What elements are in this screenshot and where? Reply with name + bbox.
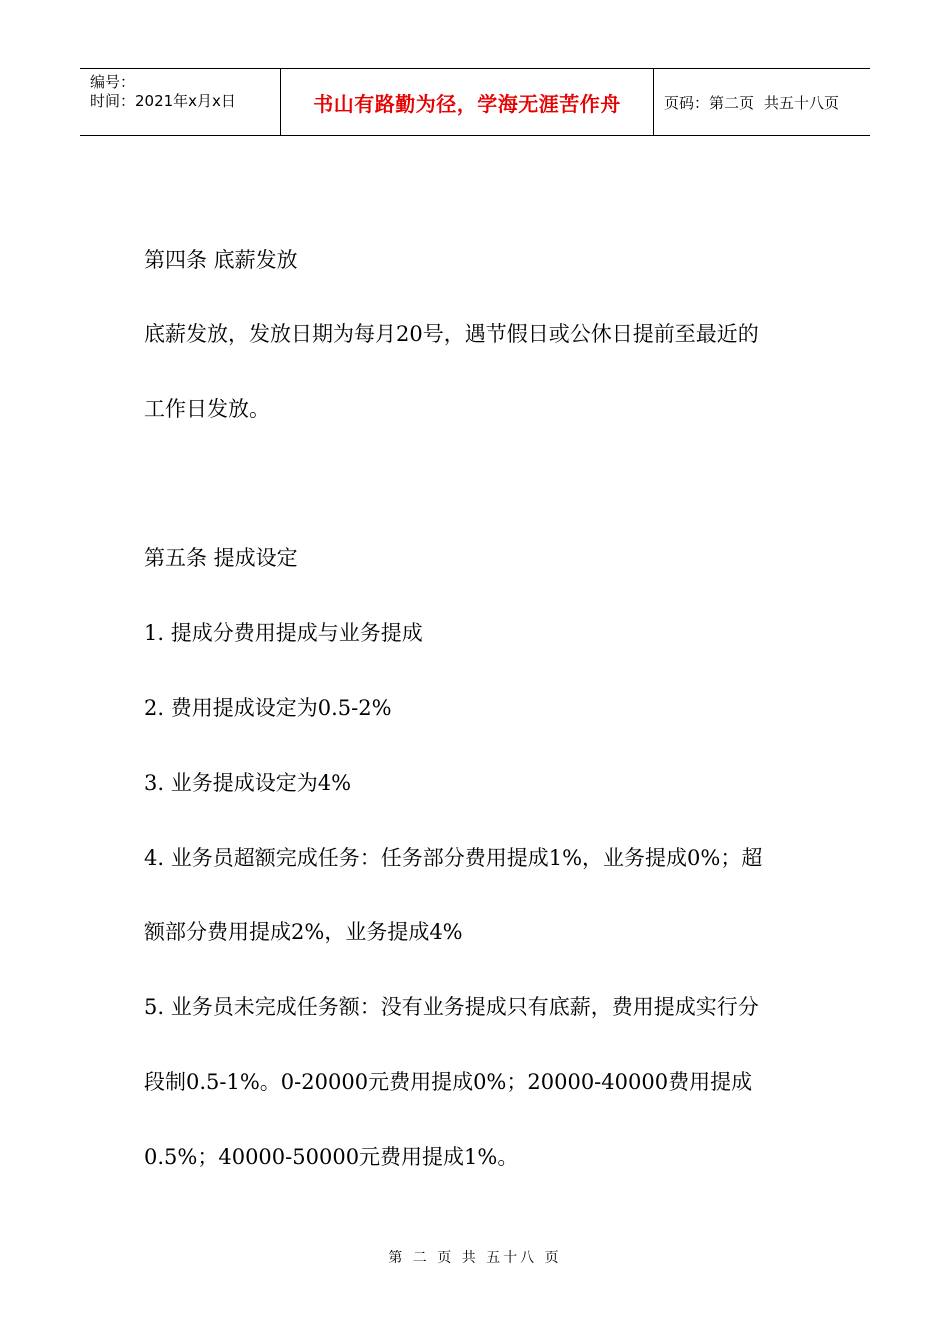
list-item: 1. 提成分费用提成与业务提成 [144, 621, 423, 645]
header-motto: 书山有路勤为径，学海无涯苦作舟 [281, 69, 654, 135]
page-label: 页码：第二页 [664, 93, 755, 112]
page-header [80, 68, 870, 136]
list-item-continued: 额部分费用提成2%，业务提成4% [144, 920, 463, 944]
header-meta [80, 69, 281, 135]
body-line: 底薪发放，发放日期为每月20号，遇节假日或公休日提前至最近的 [144, 322, 759, 346]
page-total: 共五十八页 [764, 93, 840, 112]
page-footer: 第 二 页 共 五十八 页 [388, 1250, 562, 1266]
article-5-heading: 第五条 提成设定 [144, 546, 298, 570]
list-item: 2. 费用提成设定为0.5-2% [144, 696, 392, 720]
list-item-continued: 0.5%；40000-50000元费用提成1%。 [144, 1145, 519, 1169]
list-item: 4. 业务员超额完成任务：任务部分费用提成1%，业务提成0%；超 [144, 846, 763, 870]
header-page-info [654, 69, 870, 135]
list-item: 5. 业务员未完成任务额：没有业务提成只有底薪，费用提成实行分 [144, 995, 759, 1019]
list-item-continued: 段制0.5-1%。0-20000元费用提成0%；20000-40000费用提成 [144, 1070, 753, 1094]
number-label: 编号： [90, 73, 136, 91]
date-label: 时间：2021年x月x日 [90, 92, 236, 110]
list-item: 3. 业务提成设定为4% [144, 771, 352, 795]
article-4-heading: 第四条 底薪发放 [144, 248, 298, 272]
body-line: 工作日发放。 [144, 397, 270, 421]
